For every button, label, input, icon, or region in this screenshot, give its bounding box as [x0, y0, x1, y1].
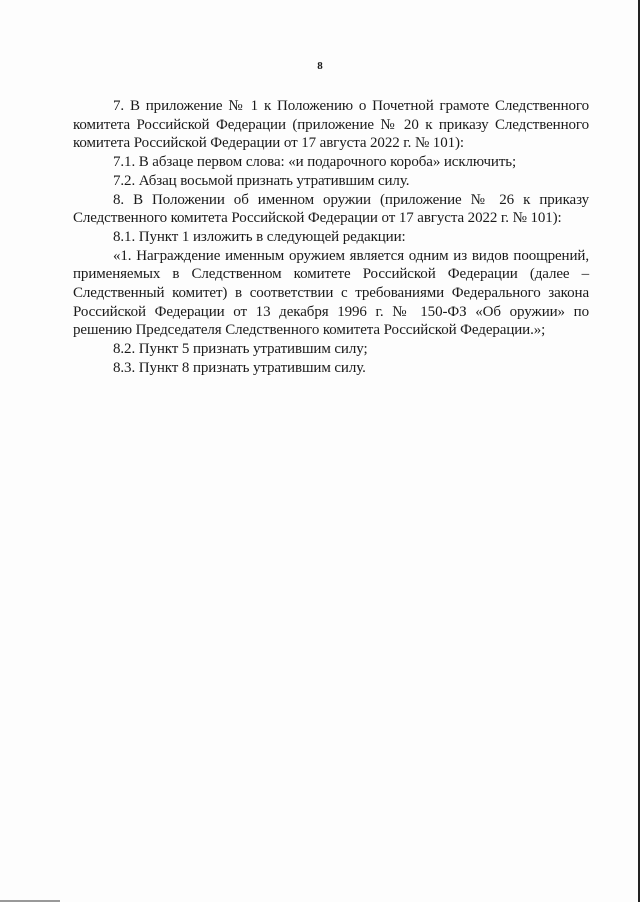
page-number: 8	[317, 60, 323, 72]
paragraph-7-2: 7.2. Абзац восьмой признать утратившим силу.	[113, 172, 410, 189]
paragraph-8-3: 8.3. Пункт 8 признать утратившим силу.	[113, 359, 366, 376]
document-body	[73, 97, 589, 378]
paragraph-8-2: 8.2. Пункт 5 признать утратившим силу;	[113, 341, 368, 358]
paragraph-8-1: 8.1. Пункт 1 изложить в следующей редакции:	[113, 228, 406, 245]
paragraph-7-1: 7.1. В абзаце первом слова: «и подарочного короба» исключить;	[113, 154, 517, 171]
paragraph-8-1-quote: «1. Награждение именным оружием является одним из видов поощрений, применяемых в Следственном комитете Российской Федерации (далее – Следственный комитет) в соответствии с требованиями Федерального закона Российской Федерации от 13 декабря 1996 г. № 150-ФЗ «Об оружии» по решению Председателя Следственного комитета Российской Федерации.»;	[73, 247, 589, 339]
paragraph-8: 8. В Положении об именном оружии (приложение № 26 к приказу Следственного комитета Российской Федерации от 17 августа 2022 г. № 101):	[73, 191, 589, 227]
paragraph-7: 7. В приложение № 1 к Положению о Почетной грамоте Следственного комитета Российской Федерации (приложение № 20 к приказу Следственного комитета Российской Федерации от 17 августа 2022 г. № 101):	[73, 98, 589, 152]
